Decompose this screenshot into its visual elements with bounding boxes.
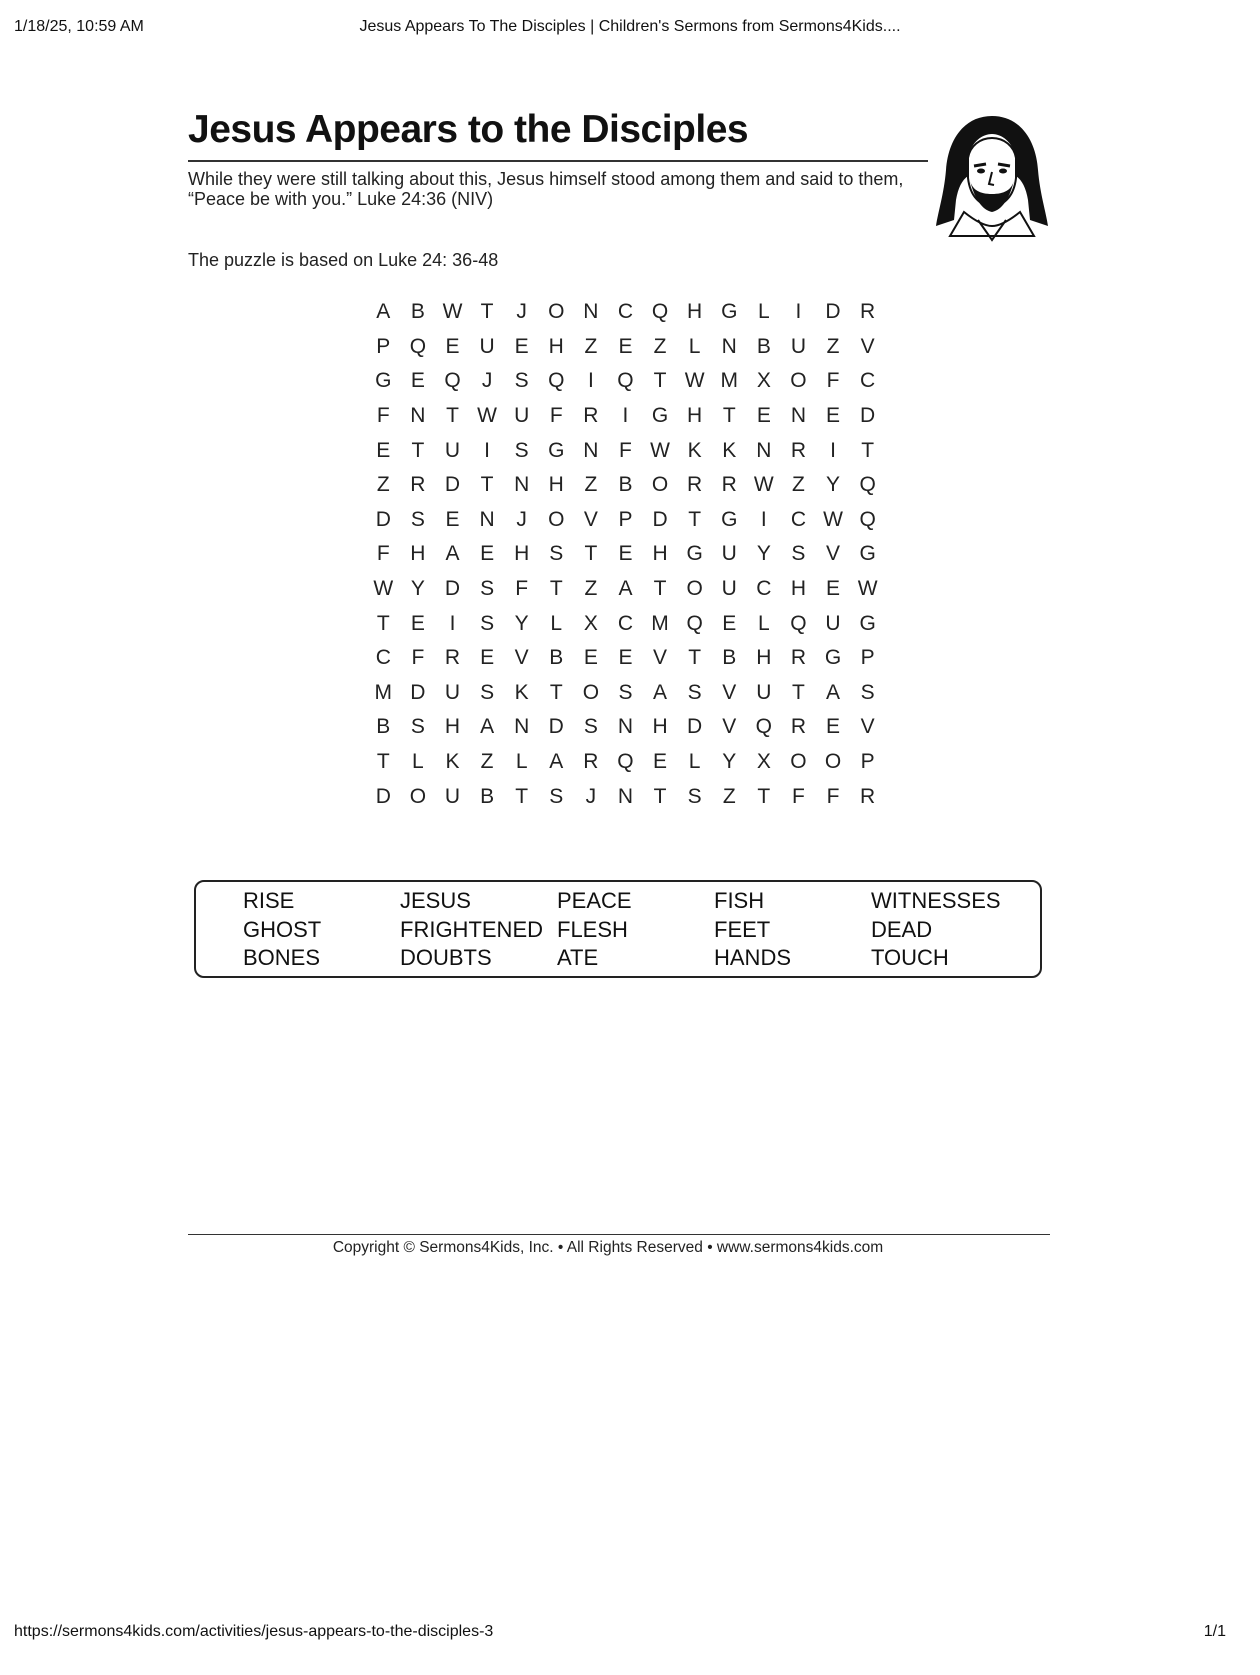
grid-letter: Y: [410, 577, 425, 601]
grid-letter: H: [514, 542, 530, 566]
grid-letter: W: [823, 507, 843, 531]
grid-letter: F: [619, 438, 632, 462]
copyright-rule: [188, 1234, 1050, 1235]
grid-letter: S: [480, 577, 495, 601]
grid-letter: S: [549, 784, 564, 808]
grid-letter: Y: [514, 611, 529, 635]
grid-letter: S: [514, 438, 529, 462]
grid-letter: B: [756, 334, 771, 358]
print-footer: [14, 1623, 1246, 1645]
grid-letter: O: [582, 680, 600, 704]
grid-letter: D: [652, 507, 668, 531]
grid-letter: E: [618, 646, 633, 670]
grid-letter: Q: [617, 750, 634, 774]
grid-letter: D: [375, 507, 391, 531]
grid-letter: E: [826, 577, 841, 601]
grid-letter: M: [720, 369, 738, 393]
word-list-item: DEAD: [871, 916, 933, 942]
grid-letter: B: [480, 784, 495, 808]
grid-letter: O: [409, 784, 427, 808]
grid-letter: H: [410, 542, 426, 566]
grid-letter: N: [721, 334, 737, 358]
grid-letter: F: [826, 369, 840, 393]
grid-letter: T: [653, 577, 667, 601]
word-list-item: DOUBTS: [400, 945, 492, 971]
grid-letter: S: [410, 715, 425, 739]
grid-letter: H: [687, 300, 703, 324]
grid-letter: A: [480, 715, 495, 739]
grid-letter: D: [375, 784, 391, 808]
grid-letter: S: [514, 369, 529, 393]
grid-letter: E: [653, 750, 668, 774]
grid-letter: R: [860, 784, 876, 808]
grid-letter: H: [652, 715, 668, 739]
copyright-text: Copyright © Sermons4Kids, Inc. • All Rights Reserved • www.sermons4kids.com: [332, 1239, 884, 1256]
grid-letter: W: [373, 577, 394, 601]
grid-letter: N: [514, 715, 530, 739]
grid-letter: O: [824, 750, 842, 774]
word-list-item: PEACE: [557, 888, 632, 914]
grid-letter: E: [410, 611, 425, 635]
grid-letter: E: [583, 646, 598, 670]
scripture-verse: While they were still talking about this, Jesus himself stood among them and said to them, “Peace be with you.” Luke 24:36 (NIV): [188, 169, 904, 209]
grid-letter: U: [825, 611, 841, 635]
grid-letter: S: [549, 542, 564, 566]
grid-letter: S: [687, 680, 702, 704]
word-list-item: HANDS: [714, 945, 792, 971]
grid-letter: T: [653, 784, 667, 808]
grid-letter: U: [514, 404, 530, 428]
word-list-item: BONES: [243, 945, 321, 971]
grid-letter: Z: [584, 334, 598, 358]
grid-letter: F: [826, 784, 840, 808]
grid-letter: K: [687, 438, 702, 462]
grid-letter: L: [757, 611, 770, 635]
grid-letter: V: [860, 334, 875, 358]
grid-letter: O: [790, 750, 807, 774]
grid-letter: F: [549, 404, 563, 428]
grid-letter: X: [583, 611, 598, 635]
worksheet-title: Jesus Appears to the Disciples: [188, 108, 749, 151]
grid-letter: E: [480, 646, 495, 670]
grid-letter: T: [757, 784, 771, 808]
grid-letter: V: [653, 646, 668, 670]
grid-letter: T: [549, 577, 563, 601]
grid-letter: N: [514, 473, 530, 497]
grid-letter: G: [721, 507, 738, 531]
grid-letter: T: [446, 404, 459, 428]
grid-letter: I: [795, 300, 802, 324]
grid-letter: E: [480, 542, 495, 566]
grid-letter: E: [618, 542, 633, 566]
grid-letter: O: [548, 300, 565, 324]
grid-letter: Z: [653, 334, 667, 358]
grid-letter: L: [688, 750, 701, 774]
grid-letter: U: [721, 577, 737, 601]
grid-letter: L: [412, 750, 424, 774]
grid-letter: Q: [859, 473, 876, 497]
grid-letter: A: [549, 750, 564, 774]
grid-letter: C: [756, 577, 772, 601]
grid-letter: P: [618, 507, 633, 531]
print-page-title: Jesus Appears To The Disciples | Children's Sermons from Sermons4Kids....: [359, 18, 901, 35]
grid-letter: Z: [792, 473, 805, 497]
grid-letter: D: [825, 300, 841, 324]
grid-letter: E: [445, 507, 460, 531]
word-list-item: FLESH: [557, 916, 628, 942]
grid-letter: K: [722, 438, 737, 462]
grid-letter: N: [583, 300, 599, 324]
grid-letter: H: [687, 404, 703, 428]
grid-letter: G: [375, 369, 392, 393]
grid-letter: U: [721, 542, 737, 566]
grid-letter: V: [722, 715, 737, 739]
grid-letter: S: [860, 680, 875, 704]
grid-letter: L: [515, 750, 528, 774]
grid-letter: H: [548, 334, 564, 358]
grid-letter: D: [548, 715, 564, 739]
grid-letter: W: [753, 473, 774, 497]
word-list-item: RISE: [243, 888, 295, 914]
grid-letter: Z: [376, 473, 390, 497]
grid-letter: K: [445, 750, 460, 774]
grid-letter: I: [449, 611, 456, 635]
grid-letter: Q: [651, 300, 669, 324]
grid-letter: A: [653, 680, 668, 704]
grid-letter: T: [722, 404, 736, 428]
grid-letter: Y: [722, 750, 737, 774]
grid-letter: B: [549, 646, 564, 670]
grid-letter: D: [444, 473, 461, 497]
grid-letter: O: [686, 577, 703, 601]
grid-letter: Q: [790, 611, 807, 635]
grid-letter: H: [444, 715, 461, 739]
grid-letter: L: [757, 300, 770, 324]
grid-letter: P: [376, 334, 391, 358]
grid-letter: S: [480, 680, 495, 704]
grid-letter: C: [617, 300, 634, 324]
word-list-item: FEET: [714, 916, 771, 942]
grid-letter: W: [857, 577, 878, 601]
grid-letter: T: [653, 369, 667, 393]
grid-letter: I: [622, 404, 629, 428]
grid-letter: V: [514, 646, 529, 670]
grid-letter: N: [790, 404, 806, 428]
grid-letter: G: [686, 542, 703, 566]
grid-letter: E: [826, 404, 841, 428]
grid-letter: G: [824, 646, 842, 670]
grid-letter: R: [790, 646, 806, 670]
print-url: https://sermons4kids.com/activities/jesus-appears-to-the-disciples-3: [14, 1623, 494, 1640]
grid-letter: N: [583, 438, 599, 462]
grid-letter: G: [859, 542, 876, 566]
grid-letter: E: [618, 334, 633, 358]
grid-letter: G: [651, 404, 669, 428]
grid-letter: C: [860, 369, 876, 393]
grid-letter: J: [481, 369, 493, 393]
grid-letter: Z: [722, 784, 736, 808]
grid-letter: Z: [584, 473, 598, 497]
grid-letter: R: [583, 750, 599, 774]
grid-letter: E: [514, 334, 529, 358]
word-list-item: GHOST: [243, 916, 322, 942]
grid-letter: Q: [859, 507, 876, 531]
grid-letter: E: [756, 404, 771, 428]
grid-letter: F: [515, 577, 529, 601]
word-list-item: ATE: [557, 945, 599, 971]
grid-letter: U: [444, 438, 461, 462]
grid-letter: J: [585, 784, 597, 808]
grid-letter: I: [484, 438, 490, 462]
grid-letter: Q: [548, 369, 565, 393]
grid-letter: M: [651, 611, 669, 635]
grid-letter: F: [792, 784, 805, 808]
grid-letter: B: [376, 715, 391, 739]
grid-letter: T: [688, 646, 702, 670]
word-search-grid: [366, 295, 878, 814]
grid-letter: W: [442, 300, 463, 324]
grid-letter: H: [790, 577, 806, 601]
grid-letter: T: [792, 680, 805, 704]
grid-letter: E: [445, 334, 460, 358]
grid-letter: U: [790, 334, 806, 358]
grid-letter: T: [376, 611, 390, 635]
jesus-portrait-icon: [934, 108, 1050, 242]
grid-letter: W: [650, 438, 670, 462]
grid-letter: S: [618, 680, 633, 704]
word-list-item: FRIGHTENED: [400, 916, 543, 942]
grid-letter: Q: [409, 334, 427, 358]
grid-letter: A: [376, 300, 391, 324]
grid-letter: I: [587, 369, 594, 393]
grid-letter: N: [410, 404, 426, 428]
grid-letter: E: [722, 611, 737, 635]
grid-letter: H: [548, 473, 564, 497]
grid-letter: T: [480, 300, 494, 324]
grid-letter: N: [479, 507, 495, 531]
grid-letter: U: [756, 680, 772, 704]
grid-letter: W: [477, 404, 497, 428]
grid-letter: R: [860, 300, 876, 324]
grid-letter: C: [790, 507, 806, 531]
grid-letter: V: [860, 715, 875, 739]
grid-letter: G: [721, 300, 738, 324]
puzzle-note: The puzzle is based on Luke 24: 36-48: [188, 250, 499, 270]
grid-letter: P: [860, 750, 875, 774]
grid-letter: Z: [584, 577, 598, 601]
grid-letter: D: [860, 404, 876, 428]
grid-letter: H: [652, 542, 668, 566]
print-date: 1/18/25, 10:59 AM: [14, 18, 144, 35]
grid-letter: S: [791, 542, 806, 566]
grid-letter: E: [376, 438, 391, 462]
grid-letter: O: [651, 473, 669, 497]
grid-letter: L: [550, 611, 563, 635]
grid-letter: N: [617, 784, 634, 808]
word-bank: [194, 880, 1042, 978]
grid-letter: R: [583, 404, 599, 428]
grid-letter: B: [410, 300, 425, 324]
grid-letter: C: [375, 646, 391, 670]
grid-letter: T: [584, 542, 598, 566]
grid-letter: D: [410, 680, 426, 704]
grid-letter: J: [516, 300, 527, 324]
print-header: [14, 18, 1246, 40]
grid-letter: X: [756, 750, 771, 774]
grid-letter: S: [687, 784, 702, 808]
grid-letter: T: [411, 438, 425, 462]
title-underline: [188, 160, 928, 162]
grid-letter: B: [618, 473, 633, 497]
grid-letter: R: [444, 646, 461, 670]
grid-letter: R: [790, 438, 806, 462]
grid-letter: X: [756, 369, 771, 393]
grid-letter: H: [756, 646, 772, 670]
grid-letter: V: [583, 507, 598, 531]
grid-letter: Q: [444, 369, 461, 393]
grid-letter: T: [549, 680, 563, 704]
grid-letter: P: [860, 646, 875, 670]
grid-letter: U: [479, 334, 495, 358]
grid-letter: M: [374, 680, 393, 704]
grid-letter: Z: [480, 750, 494, 774]
grid-letter: R: [721, 473, 737, 497]
grid-letter: U: [444, 784, 461, 808]
word-list-item: WITNESSES: [871, 888, 1001, 914]
grid-letter: T: [376, 750, 390, 774]
grid-letter: D: [687, 715, 703, 739]
grid-letter: U: [444, 680, 461, 704]
grid-letter: G: [548, 438, 565, 462]
grid-letter: Q: [755, 715, 772, 739]
grid-letter: G: [859, 611, 876, 635]
grid-letter: E: [410, 369, 425, 393]
grid-letter: Q: [617, 369, 634, 393]
grid-letter: A: [445, 542, 460, 566]
grid-letter: S: [480, 611, 495, 635]
word-list-item: JESUS: [400, 888, 471, 914]
grid-letter: Y: [756, 542, 771, 566]
grid-letter: T: [861, 438, 875, 462]
grid-letter: F: [376, 404, 390, 428]
grid-letter: O: [790, 369, 807, 393]
grid-letter: Y: [826, 473, 841, 497]
grid-letter: Q: [686, 611, 703, 635]
grid-letter: V: [826, 542, 841, 566]
grid-letter: N: [617, 715, 634, 739]
grid-letter: C: [617, 611, 634, 635]
grid-letter: R: [410, 473, 426, 497]
grid-letter: E: [826, 715, 841, 739]
grid-letter: S: [583, 715, 598, 739]
grid-letter: A: [826, 680, 841, 704]
grid-letter: I: [760, 507, 767, 531]
grid-letter: J: [516, 507, 527, 531]
word-list: [243, 887, 1028, 973]
grid-letter: K: [514, 680, 529, 704]
word-list-item: FISH: [714, 888, 765, 914]
word-list-item: TOUCH: [871, 945, 949, 971]
grid-letter: Z: [826, 334, 840, 358]
grid-letter: T: [515, 784, 529, 808]
grid-letter: R: [790, 715, 806, 739]
grid-letter: V: [722, 680, 737, 704]
grid-letter: F: [411, 646, 425, 670]
grid-letter: F: [376, 542, 390, 566]
grid-letter: B: [722, 646, 737, 670]
grid-letter: N: [756, 438, 772, 462]
grid-letter: W: [684, 369, 705, 393]
grid-letter: I: [830, 438, 836, 462]
grid-letter: A: [618, 577, 633, 601]
grid-letter: O: [548, 507, 565, 531]
grid-letter: D: [444, 577, 461, 601]
grid-letter: S: [410, 507, 425, 531]
grid-letter: T: [688, 507, 702, 531]
grid-letter: T: [480, 473, 494, 497]
grid-letter: R: [687, 473, 703, 497]
print-page-number: 1/1: [1203, 1623, 1226, 1640]
grid-letter: L: [688, 334, 701, 358]
